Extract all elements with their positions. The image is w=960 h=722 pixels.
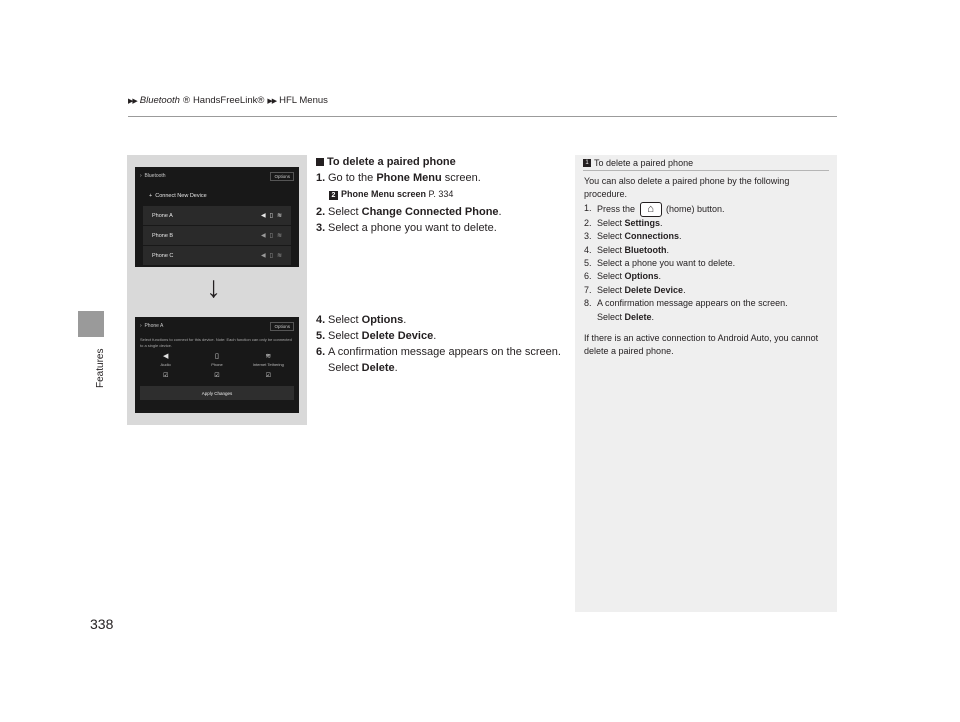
- phone-a-screen: [135, 317, 299, 413]
- page-number: 338: [90, 616, 114, 632]
- cross-reference[interactable]: 2 Phone Menu screen P. 334: [316, 187, 566, 201]
- phone-icon: ▯: [269, 213, 273, 219]
- phone-list-item[interactable]: Phone B ◀ ▯ ≋: [143, 226, 291, 245]
- bluetooth-screen-header: [135, 167, 299, 185]
- step-6: 6. A confirmation message appears on the screen. Select Delete.: [316, 346, 561, 374]
- wifi-icon: ≋: [276, 213, 282, 219]
- audio-icon: ◀: [261, 233, 266, 239]
- audio-icon: ◀: [261, 213, 266, 219]
- phone-list-item[interactable]: Phone C ◀ ▯ ≋: [143, 246, 291, 265]
- phone-function: ▯ Phone: [211, 353, 223, 368]
- section-tab: [78, 311, 104, 337]
- note-body: You can also delete a paired phone by the following procedure. 1. Press the ⌂ (home) button. 2. Select Settings. 3. Select Connections. 4. Select Bluetooth. 5. Select a phone you want to delete. 6. Select Options. 7. Select Delete Device. 8. A confirmation message appears on the screen. Select Delete. If there is an active connection to Android Auto, you cannot delete a paired phone.: [584, 176, 819, 357]
- phone-icon: ▯: [269, 253, 273, 259]
- header-rule: [128, 116, 837, 117]
- step-2: 2. Select Change Connected Phone.: [316, 206, 502, 218]
- options-button[interactable]: Options: [270, 322, 294, 331]
- apply-changes-button[interactable]: Apply Changes: [140, 386, 294, 400]
- tethering-checkbox[interactable]: ☑: [265, 373, 272, 380]
- phone-icon: ▯: [269, 233, 273, 239]
- wifi-icon: ≋: [276, 253, 282, 259]
- back-chevron-icon: ›: [140, 173, 142, 179]
- screenshot-panel: [127, 155, 307, 425]
- wifi-icon: ≋: [276, 233, 282, 239]
- side-note: [575, 155, 837, 612]
- bluetooth-screen-title: › Bluetooth: [140, 173, 166, 179]
- audio-checkbox[interactable]: ☑: [162, 373, 169, 380]
- audio-function: ◀ Audio: [160, 353, 171, 368]
- note-rule: [583, 170, 829, 171]
- step-1: 1. Go to the Phone Menu screen.: [316, 172, 481, 184]
- phone-a-screen-header: › Phone A Options: [135, 317, 299, 335]
- down-arrow-icon: ↓: [206, 271, 221, 304]
- heading-square-icon: [316, 158, 324, 166]
- step-4: 4. Select Options.: [316, 314, 407, 326]
- breadcrumb: [128, 95, 328, 106]
- breadcrumb-bluetooth: Bluetooth: [139, 95, 180, 106]
- plus-icon: +: [149, 192, 153, 199]
- options-button[interactable]: Options: [270, 172, 294, 181]
- bluetooth-screen: [135, 167, 299, 267]
- instruction-steps: [316, 154, 566, 376]
- breadcrumb-hfl-menus: HFL Menus: [279, 95, 328, 106]
- back-chevron-icon: ›: [140, 323, 142, 329]
- step-5: 5. Select Delete Device.: [316, 330, 437, 342]
- section-label: Features: [95, 348, 106, 388]
- phone-checkbox[interactable]: ☑: [214, 373, 220, 380]
- function-note: Select functions to connect for this device. Note: Each function can only be connected to a single device.: [140, 337, 292, 348]
- breadcrumb-registered: ®: [182, 95, 190, 106]
- home-icon: ⌂: [640, 202, 662, 217]
- connect-new-device-item[interactable]: + Connect New Device: [149, 192, 207, 199]
- breadcrumb-handsfreelink: HandsFreeLink®: [192, 95, 265, 106]
- note-title: 1 To delete a paired phone: [583, 158, 693, 168]
- tethering-function: ≋ Internet Tethering: [252, 353, 284, 368]
- note-number-icon: 1: [583, 159, 591, 167]
- wifi-icon: ≋: [265, 353, 272, 361]
- audio-icon: ◀: [261, 253, 266, 259]
- section-heading: To delete a paired phone: [316, 154, 566, 170]
- phone-list-item[interactable]: Phone A ◀ ▯ ≋: [143, 206, 291, 225]
- step-3: 3. Select a phone you want to delete.: [316, 222, 497, 234]
- breadcrumb-arrow-icon: ▶▶: [128, 97, 137, 105]
- speaker-icon: ◀: [162, 353, 169, 361]
- phone-icon: ▯: [215, 353, 219, 361]
- reference-arrow-icon: 2: [329, 191, 338, 200]
- breadcrumb-arrow-icon: ▶▶: [267, 97, 277, 105]
